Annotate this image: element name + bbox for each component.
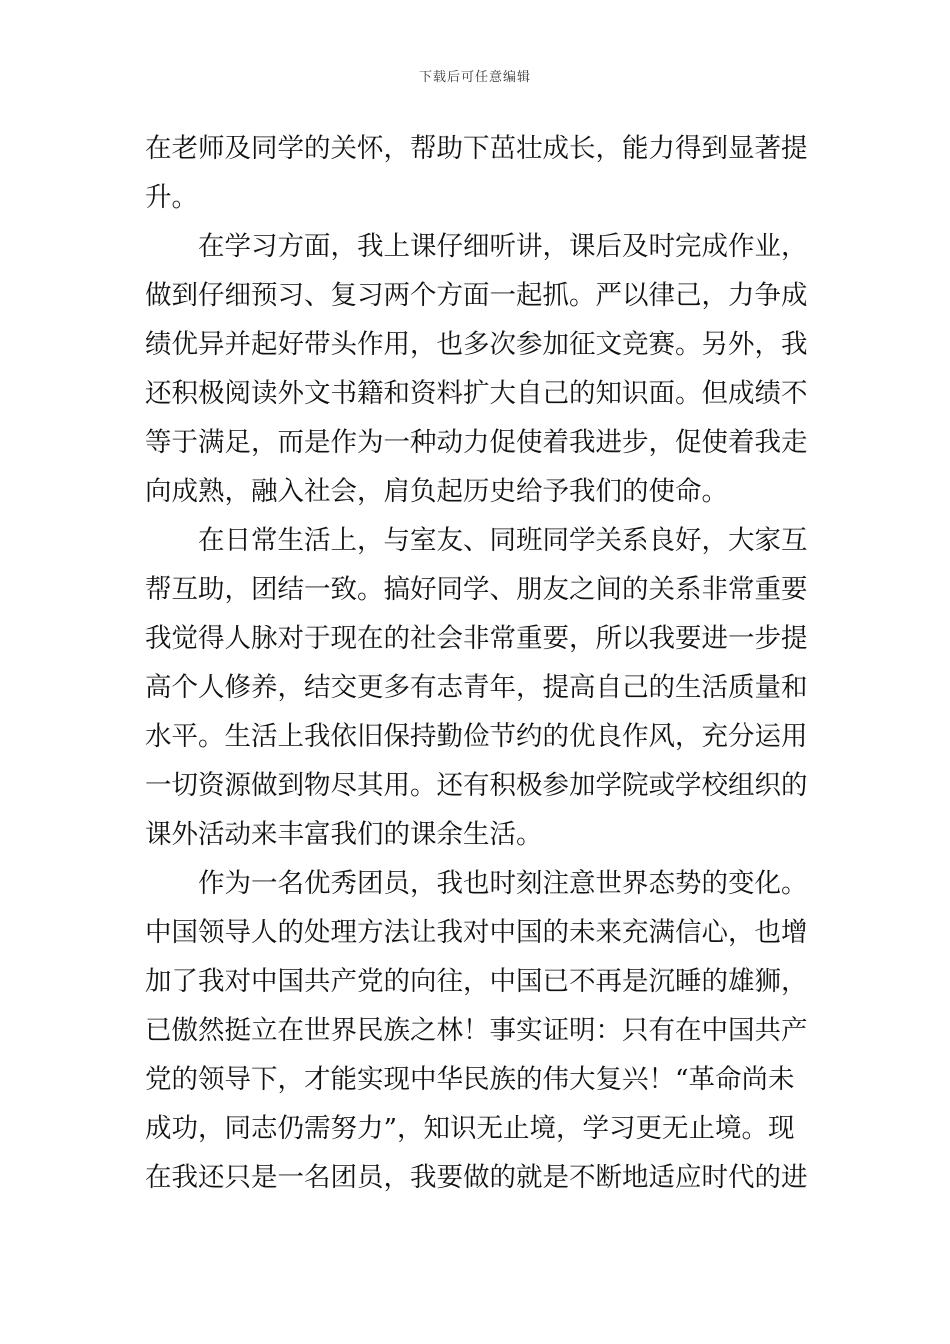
document-body (145, 124, 810, 1202)
text-line: 一切资源做到物尽其用。还有积极参加学院或学校组织的 (145, 770, 808, 801)
text-line: 成功，同志仍需努力”，知识无止境，学习更无止境。现 (145, 1113, 795, 1144)
paragraph-start-line: 在日常生活上，与室友、同班同学关系良好，大家互 (198, 525, 808, 556)
text-line: 在老师及同学的关怀，帮助下茁壮成长，能力得到显著提 (145, 133, 808, 164)
paragraph-start-line: 在学习方面，我上课仔细听讲，课后及时完成作业， (198, 231, 808, 262)
text-line: 向成熟，融入社会，肩负起历史给予我们的使命。 (145, 476, 728, 507)
text-line: 课外活动来丰富我们的课余生活。 (145, 819, 543, 850)
text-line: 高个人修养，结交更多有志青年，提高自己的生活质量和 (145, 672, 808, 703)
text-line: 在我还只是一名团员，我要做的就是不断地适应时代的进 (145, 1162, 808, 1193)
page-header: 下载后可任意编辑 (418, 70, 531, 85)
text-line: 水平。生活上我依旧保持勤俭节约的优良作风，充分运用 (145, 721, 808, 752)
text-line: 中国领导人的处理方法让我对中国的未来充满信心，也增 (145, 917, 808, 948)
text-line: 加了我对中国共产党的向往，中国已不再是沉睡的雄狮， (145, 966, 808, 997)
text-line: 我觉得人脉对于现在的社会非常重要，所以我要进一步提 (145, 623, 808, 654)
paragraph-start-line: 作为一名优秀团员，我也时刻注意世界态势的变化。 (198, 868, 808, 899)
text-line: 帮互助，团结一致。搞好同学、朋友之间的关系非常重要 (145, 574, 808, 605)
text-line: 党的领导下，才能实现中华民族的伟大复兴！“革命尚未 (145, 1064, 795, 1095)
text-line: 还积极阅读外文书籍和资料扩大自己的知识面。但成绩不 (145, 378, 808, 409)
text-line: 已傲然挺立在世界民族之林！事实证明：只有在中国共产 (145, 1015, 808, 1046)
text-line: 绩优异并起好带头作用，也多次参加征文竞赛。另外，我 (145, 329, 808, 360)
text-line: 等于满足，而是作为一种动力促使着我进步，促使着我走 (145, 427, 808, 458)
text-line: 升。 (145, 182, 198, 213)
text-line: 做到仔细预习、复习两个方面一起抓。严以律己，力争成 (145, 280, 808, 311)
